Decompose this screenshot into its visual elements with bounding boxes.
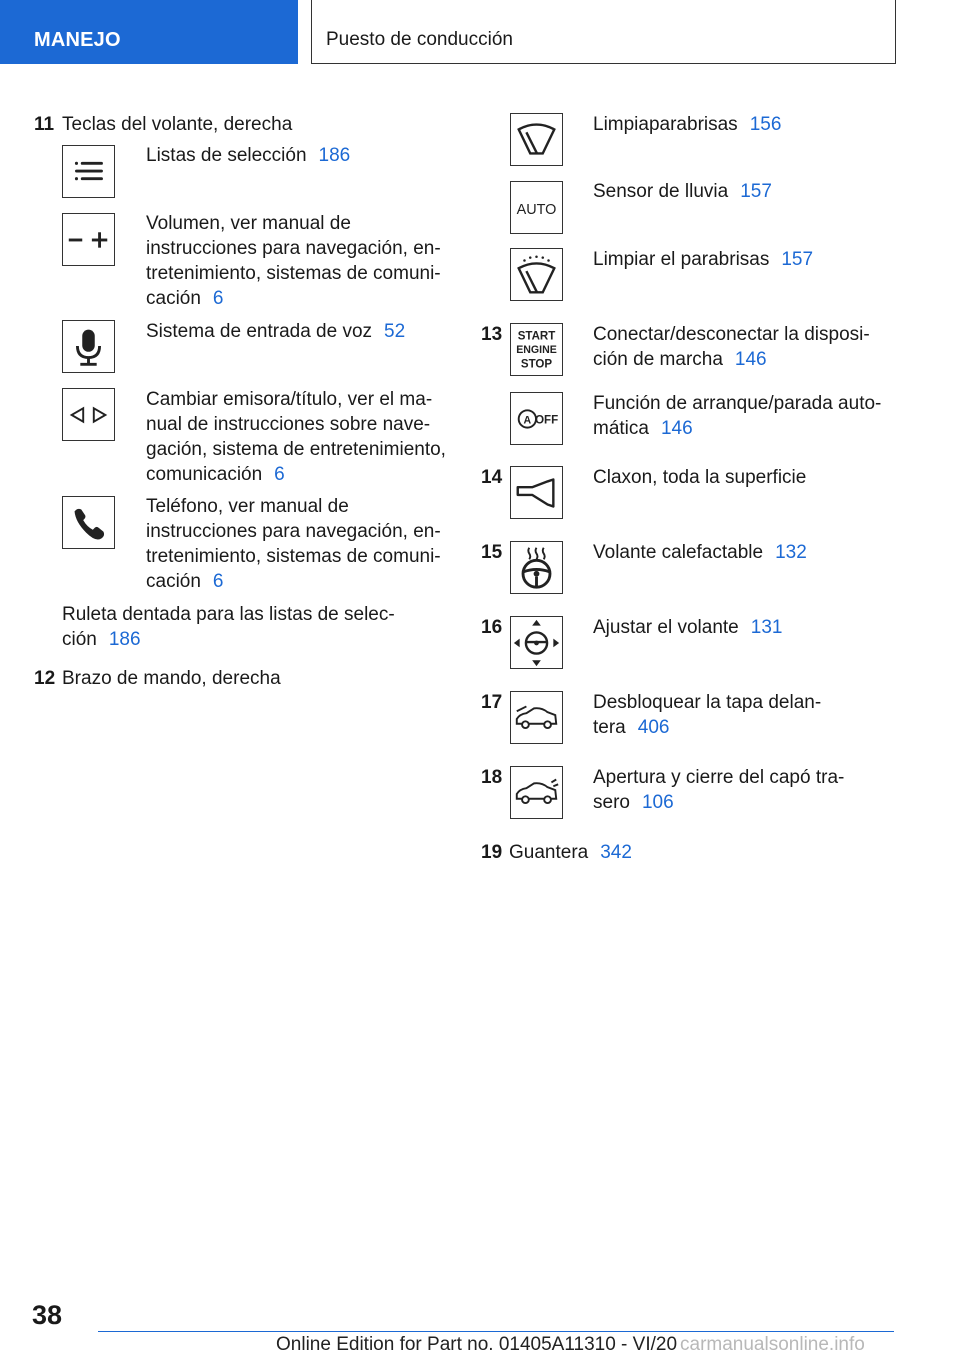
page-link[interactable]: 52 bbox=[384, 321, 406, 342]
page-number: 38 bbox=[32, 1300, 63, 1330]
page-title: Puesto de conducción bbox=[326, 29, 513, 50]
item-title-12: Brazo de mando, derecha bbox=[62, 668, 281, 689]
entry-selection-lists: Listas de selección 186 bbox=[146, 145, 351, 166]
rain-sensor-icon bbox=[510, 181, 563, 234]
steering-adjust-icon bbox=[510, 616, 563, 669]
page-link[interactable]: 342 bbox=[600, 842, 632, 863]
item-text-19: Guantera 342 bbox=[509, 842, 632, 863]
list-icon bbox=[62, 145, 115, 198]
item-number-14: 14 bbox=[481, 467, 503, 488]
item-number-12: 12 bbox=[34, 668, 56, 689]
microphone-icon bbox=[62, 320, 115, 373]
item-number-15: 15 bbox=[481, 542, 503, 563]
entry-thumbwheel: Ruleta dentada para las listas de selec- ción 186 bbox=[62, 604, 395, 650]
entry-clean-windshield: Limpiar el parabrisas 157 bbox=[593, 249, 814, 270]
start-stop-icon bbox=[510, 323, 563, 376]
item-text-13: Conectar/desconectar la disposi- ción de marcha 146 bbox=[593, 324, 870, 370]
item-number-16: 16 bbox=[481, 617, 503, 638]
item-text-15: Volante calefactable 132 bbox=[593, 542, 807, 563]
page-link[interactable]: 146 bbox=[734, 349, 767, 370]
front-hood-icon bbox=[510, 691, 563, 744]
item-number-19: 19 bbox=[481, 842, 503, 863]
entry-rain-sensor: Sensor de lluvia 157 bbox=[593, 181, 772, 202]
page-link[interactable]: 406 bbox=[637, 717, 670, 738]
page-link[interactable]: 157 bbox=[781, 249, 814, 270]
entry-voice-input: Sistema de entrada de voz 52 bbox=[146, 321, 406, 342]
svg-text:ENGINE: ENGINE bbox=[516, 343, 557, 356]
item-number-13: 13 bbox=[481, 324, 503, 345]
prev-next-icon bbox=[62, 388, 115, 441]
svg-text:AUTO: AUTO bbox=[516, 201, 557, 218]
item-number-17: 17 bbox=[481, 692, 503, 713]
svg-text:START: START bbox=[517, 330, 556, 343]
item-text-16: Ajustar el volante 131 bbox=[593, 617, 783, 638]
footer-divider bbox=[98, 1331, 894, 1332]
item-number-18: 18 bbox=[481, 767, 503, 788]
auto-start-stop-icon bbox=[510, 392, 563, 445]
volume-icon bbox=[62, 213, 115, 266]
page-link[interactable]: 146 bbox=[660, 418, 693, 439]
page-link[interactable]: 186 bbox=[318, 145, 351, 166]
item-number-11: 11 bbox=[34, 114, 55, 135]
section-tab[interactable] bbox=[0, 0, 298, 64]
svg-text:A: A bbox=[523, 414, 532, 427]
entry-auto-start-stop: Función de arranque/parada auto- mática 146 bbox=[593, 393, 882, 439]
page-link[interactable]: 132 bbox=[775, 542, 807, 563]
page-header bbox=[311, 0, 896, 64]
item-text-17: Desbloquear la tapa delan- tera 406 bbox=[593, 692, 822, 738]
tailgate-icon bbox=[510, 766, 563, 819]
page-link[interactable]: 156 bbox=[749, 114, 782, 135]
phone-icon bbox=[62, 496, 115, 549]
page-link[interactable]: 157 bbox=[740, 181, 772, 202]
item-text-14: Claxon, toda la superficie bbox=[593, 467, 807, 488]
svg-text:OFF: OFF bbox=[535, 414, 559, 427]
svg-text:STOP: STOP bbox=[520, 358, 553, 371]
page-link[interactable]: 6 bbox=[274, 464, 285, 485]
horn-icon bbox=[510, 466, 563, 519]
page-link[interactable]: 6 bbox=[212, 571, 224, 592]
item-title-11: Teclas del volante, derecha bbox=[62, 114, 293, 135]
page-link[interactable]: 6 bbox=[212, 288, 224, 309]
item-text-18: Apertura y cierre del capó tra- sero 106 bbox=[593, 767, 845, 813]
watermark: carmanualsonline.info bbox=[680, 1334, 865, 1355]
page-link[interactable]: 186 bbox=[108, 629, 141, 650]
page-link[interactable]: 131 bbox=[750, 617, 783, 638]
entry-wipers: Limpiaparabrisas 156 bbox=[593, 114, 782, 135]
page-link[interactable]: 106 bbox=[641, 792, 674, 813]
edition-info: Online Edition for Part no. 01405A11310 - VI/20 bbox=[276, 1334, 678, 1355]
heated-steering-wheel-icon bbox=[510, 541, 563, 594]
section-label: MANEJO bbox=[34, 29, 121, 51]
wiper-icon bbox=[510, 113, 563, 166]
washer-icon bbox=[510, 248, 563, 301]
entry-volume: Volumen, ver manual de instrucciones para navegación, en- tretenimiento, sistemas de comuni- cación 6 bbox=[146, 213, 441, 309]
entry-station-track: Cambiar emisora/título, ver el ma- nual de instrucciones sobre nave- gación, sistema de entretenimiento, comunicación 6 bbox=[146, 389, 446, 485]
entry-phone: Teléfono, ver manual de instrucciones para navegación, en- tretenimiento, sistemas de comuni- cación 6 bbox=[146, 496, 441, 592]
